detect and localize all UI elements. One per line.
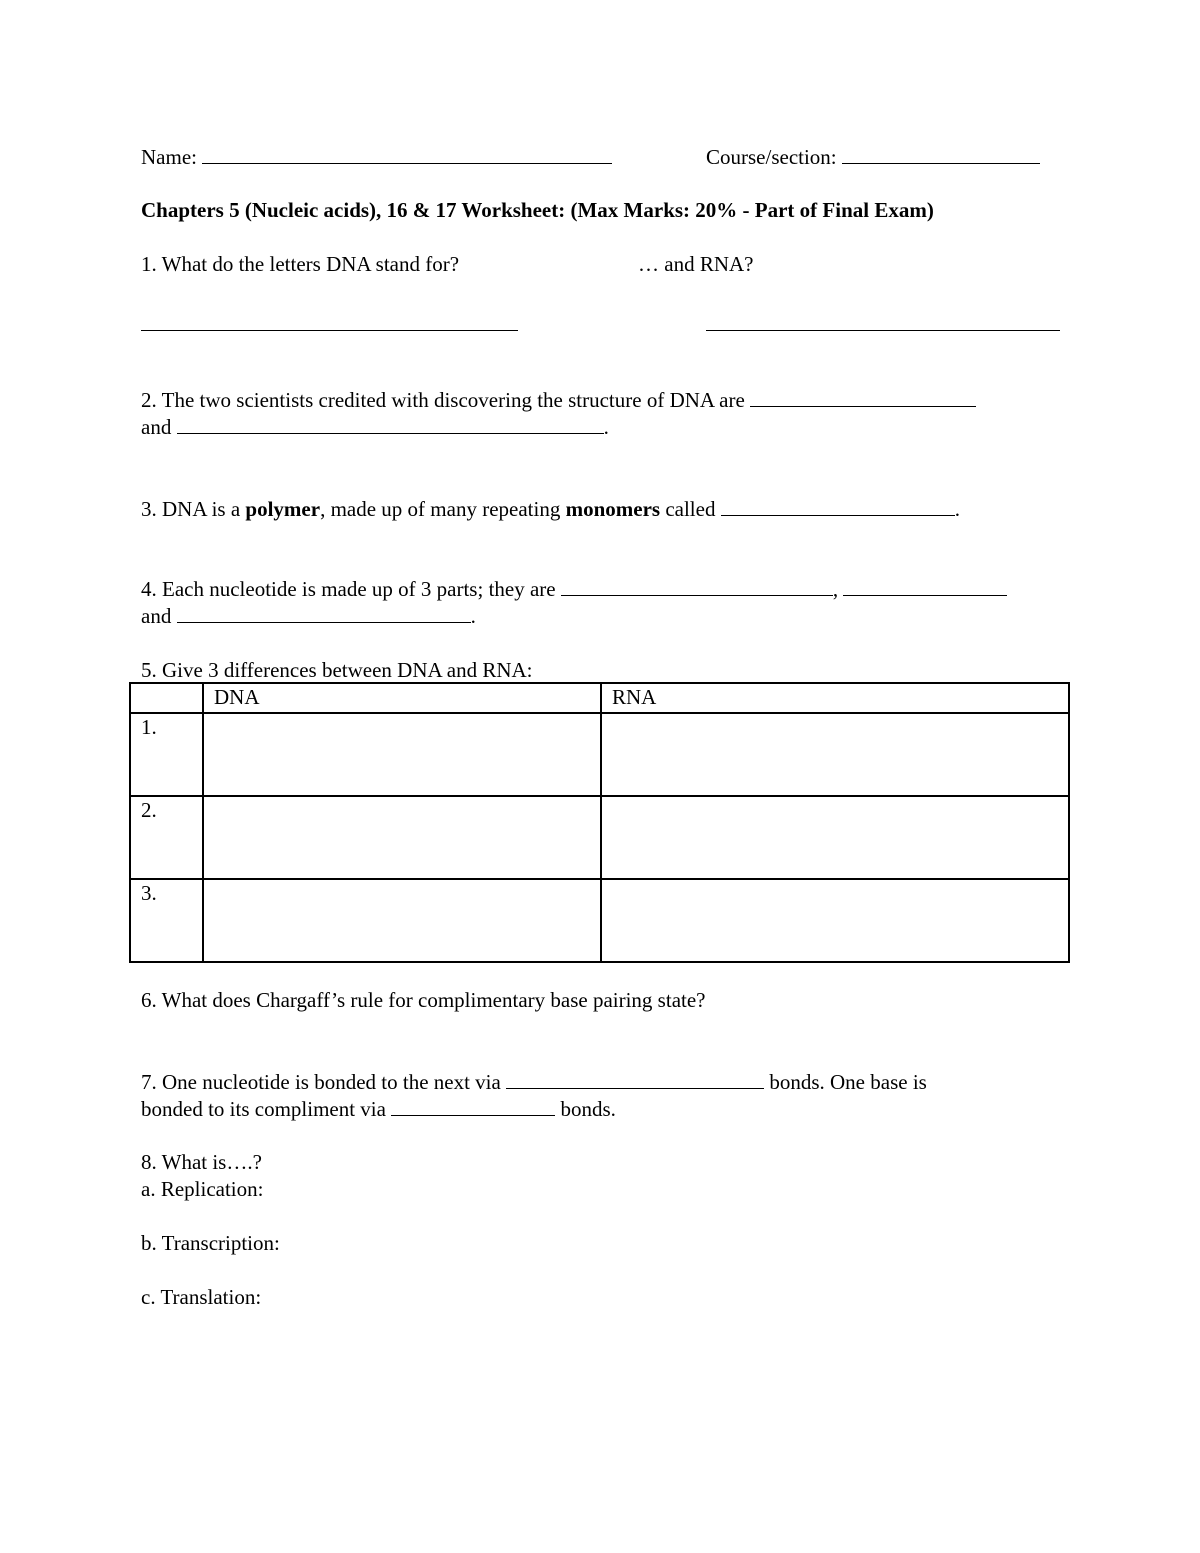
table-row	[130, 796, 1069, 879]
q4-and: and	[141, 604, 172, 628]
worksheet-title: Chapters 5 (Nucleic acids), 16 & 17 Worksheet: (Max Marks: 20% - Part of Final Exam)	[141, 198, 934, 222]
q3-pre: 3. DNA is a	[141, 497, 246, 521]
q2-period: .	[603, 415, 609, 439]
table-header-rna: RNA	[601, 683, 1069, 713]
q5-text: 5. Give 3 differences between DNA and RNA:	[141, 658, 533, 682]
q4-period: .	[470, 604, 476, 628]
q2-scientist2-field[interactable]	[177, 413, 604, 434]
q4-text: 4. Each nucleotide is made up of 3 parts; they are	[141, 577, 556, 601]
q7-post2: bonds.	[560, 1097, 616, 1121]
q1-dna-answer-line[interactable]	[141, 330, 518, 331]
q7-line2	[141, 1095, 616, 1122]
q3-mid: , made up of many repeating	[320, 497, 566, 521]
q8-text: 8. What is….?	[141, 1150, 262, 1174]
rna-cell[interactable]	[601, 879, 1069, 962]
q4-part1-field[interactable]	[561, 575, 833, 596]
q4-line2	[141, 602, 476, 629]
q7-bond2-field[interactable]	[391, 1095, 555, 1116]
row-number: 1.	[130, 713, 203, 796]
q2-text: 2. The two scientists credited with discovering the structure of DNA are	[141, 388, 745, 412]
q1-dna-prompt: 1. What do the letters DNA stand for?	[141, 252, 460, 276]
q1-rna-answer-line[interactable]	[706, 330, 1060, 331]
q3-line	[141, 495, 960, 522]
dna-cell[interactable]	[203, 796, 601, 879]
table-row	[130, 713, 1069, 796]
q4-part3-field[interactable]	[177, 602, 471, 623]
name-field[interactable]	[202, 143, 612, 164]
q2-line2	[141, 413, 609, 440]
q8-b-transcription: b. Transcription:	[141, 1231, 280, 1255]
row-number: 2.	[130, 796, 203, 879]
q2-line1	[141, 386, 976, 413]
q3-polymer: polymer	[245, 497, 321, 521]
q3-monomers: monomers	[565, 497, 661, 521]
q4-comma: ,	[832, 577, 839, 601]
name-label: Name:	[141, 145, 197, 169]
row-number: 3.	[130, 879, 203, 962]
q7-line2-text: bonded to its compliment via	[141, 1097, 386, 1121]
table-row	[130, 879, 1069, 962]
q6-text: 6. What does Chargaff’s rule for complimentary base pairing state?	[141, 988, 706, 1012]
q3-period: .	[954, 497, 960, 521]
dna-cell[interactable]	[203, 713, 601, 796]
table-header-row	[130, 683, 1069, 713]
rna-cell[interactable]	[601, 796, 1069, 879]
q2-and: and	[141, 415, 172, 439]
q7-line1	[141, 1068, 927, 1095]
q4-line1	[141, 575, 1007, 602]
q7-pre: 7. One nucleotide is bonded to the next via	[141, 1070, 501, 1094]
rna-cell[interactable]	[601, 713, 1069, 796]
course-field[interactable]	[842, 143, 1040, 164]
table-header-dna: DNA	[203, 683, 601, 713]
q8-c-translation: c. Translation:	[141, 1285, 262, 1309]
q2-scientist1-field[interactable]	[750, 386, 976, 407]
q3-post: called	[660, 497, 716, 521]
course-label: Course/section:	[706, 145, 837, 169]
q7-bond1-field[interactable]	[506, 1068, 764, 1089]
dna-rna-differences-table	[129, 682, 1070, 963]
name-row	[141, 143, 612, 170]
q4-part2-field[interactable]	[843, 575, 1007, 596]
q7-post1: bonds. One base is	[769, 1070, 927, 1094]
q8-a-replication: a. Replication:	[141, 1177, 264, 1201]
course-row	[706, 143, 1040, 170]
table-header-empty	[130, 683, 203, 713]
q3-answer-field[interactable]	[721, 495, 955, 516]
q1-rna-prompt: … and RNA?	[638, 252, 754, 276]
dna-cell[interactable]	[203, 879, 601, 962]
